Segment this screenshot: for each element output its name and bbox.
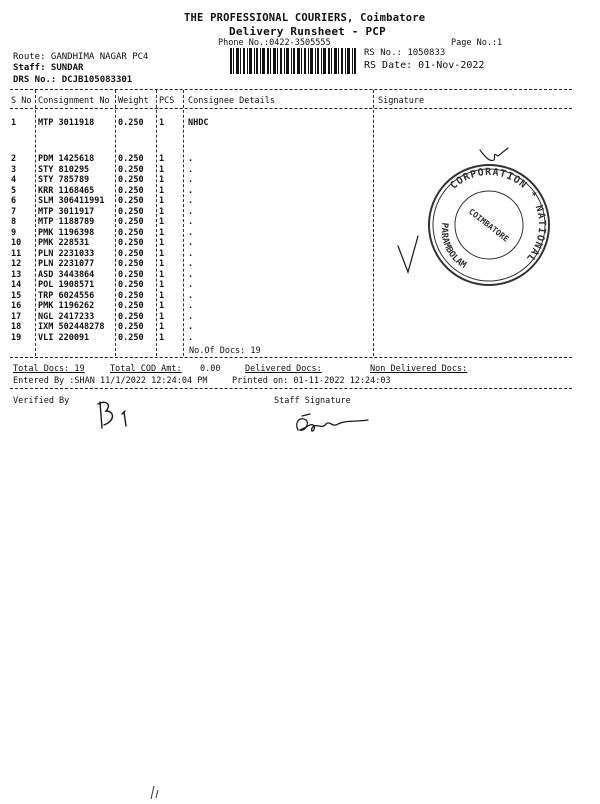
row-sno: 19 bbox=[11, 332, 22, 343]
row-sno: 2 bbox=[11, 154, 17, 164]
row-consignment: PDM 1425618 bbox=[38, 154, 95, 164]
table-row bbox=[0, 291, 600, 302]
total-cod-value: 0.00 bbox=[200, 364, 221, 374]
row-sno: 18 bbox=[11, 322, 22, 332]
row-consignment: PMK 228531 bbox=[38, 238, 90, 248]
row-consignment: SLM 306411991 bbox=[38, 196, 105, 206]
row-sno: 12 bbox=[11, 259, 22, 269]
row-consignee: . bbox=[188, 311, 194, 322]
delivered-docs: Delivered Docs: bbox=[245, 364, 322, 374]
row-consignee: . bbox=[188, 332, 194, 343]
row-sno: 3 bbox=[11, 164, 17, 175]
row-pcs: 1 bbox=[159, 164, 165, 175]
receipt-tick-mark bbox=[396, 232, 426, 276]
row-consignee: . bbox=[188, 227, 194, 238]
no-of-docs: No.Of Docs: 19 bbox=[189, 346, 261, 356]
row-weight: 0.250 bbox=[118, 154, 144, 164]
stamp-outer-text: CORPORATION * NATIONAL bbox=[448, 166, 548, 264]
row-pcs: 1 bbox=[159, 238, 165, 248]
col-pcs-header: PCS bbox=[159, 96, 175, 106]
row-pcs: 1 bbox=[159, 154, 165, 164]
table-row bbox=[0, 118, 600, 129]
row-weight: 0.250 bbox=[118, 259, 144, 269]
table-row bbox=[0, 301, 600, 312]
page-number: Page No.:1 bbox=[451, 38, 503, 48]
row-consignee: . bbox=[188, 196, 194, 206]
row-weight: 0.250 bbox=[118, 175, 144, 185]
row-weight: 0.250 bbox=[118, 185, 144, 196]
row-consignee: . bbox=[188, 259, 194, 269]
barcode bbox=[230, 48, 356, 74]
row-consignment: MTP 3011918 bbox=[38, 118, 95, 128]
row-consignment: TRP 6024556 bbox=[38, 290, 95, 301]
row-pcs: 1 bbox=[159, 322, 165, 332]
row-consignee: NHDC bbox=[188, 118, 209, 128]
row-sno: 15 bbox=[11, 290, 22, 301]
row-consignment: POL 1908571 bbox=[38, 280, 95, 290]
row-sno: 16 bbox=[11, 301, 22, 311]
total-cod-label: Total COD Amt: bbox=[110, 364, 182, 374]
row-pcs: 1 bbox=[159, 259, 165, 269]
verifier-signature bbox=[92, 398, 142, 432]
phone-number: Phone No.:0422-3505555 bbox=[218, 38, 331, 48]
row-weight: 0.250 bbox=[118, 301, 144, 311]
row-consignee: . bbox=[188, 164, 194, 175]
row-sno: 11 bbox=[11, 248, 22, 259]
row-consignee: . bbox=[188, 290, 194, 301]
row-sno: 6 bbox=[11, 196, 17, 206]
row-pcs: 1 bbox=[159, 196, 165, 206]
row-pcs: 1 bbox=[159, 311, 165, 322]
company-name: THE PROFESSIONAL COURIERS, Coimbatore bbox=[184, 12, 426, 24]
row-sno: 4 bbox=[11, 175, 17, 185]
row-consignment: IXM 502448278 bbox=[38, 322, 105, 332]
staff-label: Staff: SUNDAR bbox=[13, 63, 84, 73]
row-sno: 5 bbox=[11, 185, 17, 196]
row-weight: 0.250 bbox=[118, 118, 144, 128]
row-pcs: 1 bbox=[159, 227, 165, 238]
row-weight: 0.250 bbox=[118, 322, 144, 332]
row-pcs: 1 bbox=[159, 118, 165, 128]
row-consignee: . bbox=[188, 238, 194, 248]
row-consignment: STY 785789 bbox=[38, 175, 90, 185]
row-consignee: . bbox=[188, 175, 194, 185]
row-consignee: . bbox=[188, 280, 194, 290]
row-sno: 7 bbox=[11, 206, 17, 217]
table-row bbox=[0, 312, 600, 323]
row-consignment: MTP 1188789 bbox=[38, 217, 95, 227]
row-weight: 0.250 bbox=[118, 290, 144, 301]
row-consignee: . bbox=[188, 217, 194, 227]
table-top-rule bbox=[10, 89, 572, 90]
row-consignee: . bbox=[188, 322, 194, 332]
row-pcs: 1 bbox=[159, 217, 165, 227]
scan-mark bbox=[148, 784, 162, 800]
non-delivered-docs: Non Delivered Docs: bbox=[370, 364, 468, 374]
summary-rule bbox=[10, 388, 572, 389]
row-sno: 10 bbox=[11, 238, 22, 248]
rs-date: RS Date: 01-Nov-2022 bbox=[364, 60, 485, 71]
row-sno: 8 bbox=[11, 217, 17, 227]
row-pcs: 1 bbox=[159, 185, 165, 196]
row-weight: 0.250 bbox=[118, 248, 144, 259]
company-stamp bbox=[424, 160, 554, 290]
row-sno: 17 bbox=[11, 311, 22, 322]
row-sno: 14 bbox=[11, 280, 22, 290]
table-row bbox=[0, 322, 600, 333]
row-weight: 0.250 bbox=[118, 217, 144, 227]
staff-signature-label: Staff Signature bbox=[274, 396, 351, 406]
row-consignee: . bbox=[188, 248, 194, 259]
row-weight: 0.250 bbox=[118, 164, 144, 175]
table-header-rule bbox=[10, 108, 572, 109]
row-consignment: NGL 2417233 bbox=[38, 311, 95, 322]
row-weight: 0.250 bbox=[118, 206, 144, 217]
row-consignment: ASD 3443864 bbox=[38, 269, 95, 280]
row-weight: 0.250 bbox=[118, 332, 144, 343]
row-weight: 0.250 bbox=[118, 196, 144, 206]
col-sno-header: S No bbox=[11, 96, 32, 106]
row-pcs: 1 bbox=[159, 175, 165, 185]
table-bottom-rule bbox=[10, 357, 572, 358]
stamp-inner-text: COIMBATORE bbox=[466, 207, 511, 244]
row-pcs: 1 bbox=[159, 301, 165, 311]
row-consignment: PLN 2231077 bbox=[38, 259, 95, 269]
col-weight-header: Weight bbox=[118, 96, 149, 106]
row-consignee: . bbox=[188, 301, 194, 311]
row-consignee: . bbox=[188, 206, 194, 217]
table-row bbox=[0, 333, 600, 344]
rs-number: RS No.: 1050833 bbox=[364, 48, 446, 58]
row-consignment: KRR 1168465 bbox=[38, 185, 95, 196]
row-pcs: 1 bbox=[159, 206, 165, 217]
row-pcs: 1 bbox=[159, 290, 165, 301]
row-pcs: 1 bbox=[159, 269, 165, 280]
row-pcs: 1 bbox=[159, 280, 165, 290]
row-pcs: 1 bbox=[159, 248, 165, 259]
row-consignment: PMK 1196398 bbox=[38, 227, 95, 238]
row-sno: 9 bbox=[11, 227, 17, 238]
col-signature-header: Signature bbox=[378, 96, 425, 106]
col-consignee-header: Consignee Details bbox=[188, 96, 275, 106]
row-consignee: . bbox=[188, 185, 194, 196]
row-consignment: STY 810295 bbox=[38, 164, 90, 175]
row-weight: 0.250 bbox=[118, 311, 144, 322]
col-consignment-header: Consignment No bbox=[38, 96, 110, 106]
row-consignment: VLI 220091 bbox=[38, 332, 90, 343]
row-weight: 0.250 bbox=[118, 269, 144, 280]
document-title: Delivery Runsheet - PCP bbox=[229, 25, 386, 38]
route-label: Route: GANDHIMA NAGAR PC4 bbox=[13, 52, 149, 62]
row-consignment: PMK 1196262 bbox=[38, 301, 95, 311]
row-consignment: MTP 3011917 bbox=[38, 206, 95, 217]
total-docs: Total Docs: 19 bbox=[13, 364, 85, 374]
row-weight: 0.250 bbox=[118, 280, 144, 290]
row-pcs: 1 bbox=[159, 332, 165, 343]
row-consignee: . bbox=[188, 154, 194, 164]
drs-number: DRS No.: DCJB105083301 bbox=[13, 75, 133, 85]
row-sno: 13 bbox=[11, 269, 22, 280]
row-consignee: . bbox=[188, 269, 194, 280]
row-weight: 0.250 bbox=[118, 238, 144, 248]
row-sno: 1 bbox=[11, 118, 17, 128]
verified-by: Verified By bbox=[13, 396, 70, 406]
staff-signature bbox=[292, 410, 372, 438]
stamp-lower-text: PARAMBOLAM bbox=[438, 221, 468, 271]
row-consignment: PLN 2231033 bbox=[38, 248, 95, 259]
entered-by: Entered By :SHAN 11/1/2022 12:24:04 PM bbox=[13, 376, 208, 386]
printed-on: Printed on: 01-11-2022 12:24:03 bbox=[232, 376, 391, 386]
row-weight: 0.250 bbox=[118, 227, 144, 238]
